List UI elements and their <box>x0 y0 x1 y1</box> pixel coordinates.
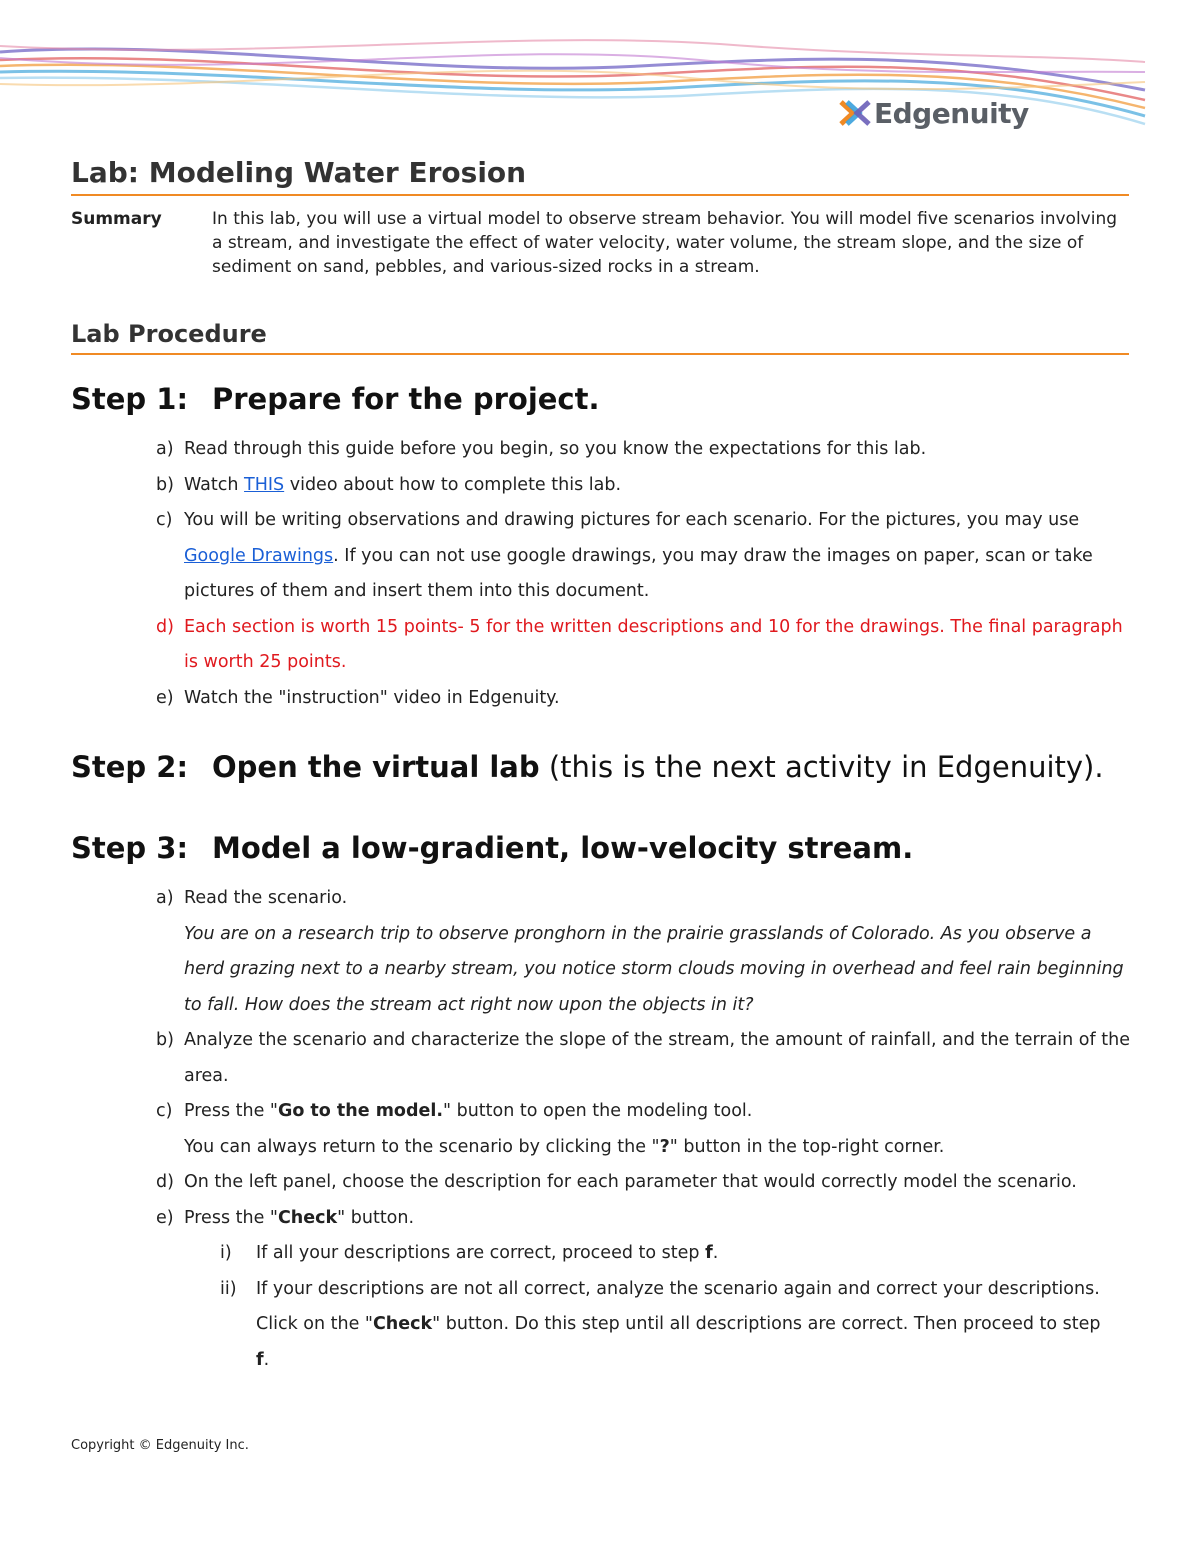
text-fragment: If your descriptions are not all correct, analyze the scenario again and correct your descriptions. Click on the " <box>256 1278 1100 1334</box>
text-fragment: You will be writing observations and drawing pictures for each scenario. For the pictures, you may use <box>184 510 1080 530</box>
list-text <box>256 1272 1106 1379</box>
copyright-footer: Copyright © Edgenuity Inc. <box>71 1438 249 1453</box>
text-fragment: f <box>705 1243 713 1263</box>
step1-list <box>156 432 1134 716</box>
text-fragment: Press the " <box>184 1101 278 1121</box>
step2-number: Step 2: <box>71 750 189 784</box>
list-marker: a) <box>156 888 174 908</box>
procedure-heading: Lab Procedure <box>71 320 1129 355</box>
step2-title: Open the virtual lab <box>212 750 540 784</box>
list-marker: c) <box>156 510 173 530</box>
list-item <box>156 1023 1134 1094</box>
list-text: Watch the "instruction" video in Edgenuity. <box>184 687 560 708</box>
text-fragment: You can always return to the scenario by clicking the " <box>184 1136 660 1157</box>
text-fragment: " button. <box>337 1207 415 1228</box>
list-item <box>156 503 1134 610</box>
list-marker: ii) <box>220 1278 237 1299</box>
help-button-label: ? <box>659 1136 670 1157</box>
list-marker: e) <box>156 687 174 708</box>
google-drawings-link[interactable]: Google Drawings <box>184 545 334 566</box>
sub-list-item <box>220 1236 1134 1272</box>
go-to-model-label: Go to the model. <box>277 1101 443 1121</box>
this-video-link[interactable]: THIS <box>244 474 285 495</box>
text-fragment: " button to open the modeling tool. <box>443 1101 753 1121</box>
logo-wordmark: Edgenuity <box>874 96 1029 130</box>
list-item <box>156 468 1134 504</box>
edgenuity-logo <box>838 96 1029 130</box>
list-marker: a) <box>156 439 174 459</box>
text-fragment: Press the " <box>184 1207 278 1228</box>
list-text <box>184 468 1134 504</box>
sub-list-container <box>220 1236 1134 1378</box>
list-text <box>256 1236 1106 1272</box>
list-text: Analyze the scenario and characterize the slope of the stream, the amount of rainfall, and the terrain of the area. <box>184 1030 1130 1086</box>
step1-title: Prepare for the project. <box>212 382 600 416</box>
step1-number: Step 1: <box>71 382 189 416</box>
summary-text: In this lab, you will use a virtual model to observe stream behavior. You will model five scenarios involving a stream, and investigate the effect of water velocity, water volume, the stream slope, and the size of sediment on sand, pebbles, and various-sized rocks in a stream. <box>212 209 1118 277</box>
text-fragment: If all your descriptions are correct, proceed to step <box>256 1243 706 1263</box>
step3-list <box>156 881 1134 1378</box>
step3-sub-list <box>220 1236 1134 1378</box>
sub-list-item <box>220 1272 1134 1379</box>
check-button-label: Check <box>277 1207 338 1228</box>
list-text: Read through this guide before you begin, so you know the expectations for this lab. <box>184 439 927 459</box>
text-fragment: f <box>256 1349 264 1370</box>
step3-heading <box>71 831 913 865</box>
text-fragment: Read the scenario. <box>184 888 348 908</box>
list-item <box>156 881 1134 1023</box>
list-marker: d) <box>156 616 174 637</box>
scenario-text: You are on a research trip to observe pronghorn in the prairie grasslands of Colorado. As you observe a herd grazing next to a nearby stream, you notice storm clouds moving in overhead and feel rain beginning to fall. How does the stream act right now upon the objects in it? <box>184 923 1124 1015</box>
list-item <box>156 432 1134 468</box>
list-text <box>184 1201 1134 1237</box>
list-text <box>184 503 1134 610</box>
step1-heading <box>71 382 600 416</box>
list-item <box>156 1165 1134 1201</box>
step3-number: Step 3: <box>71 831 189 865</box>
step2-note: (this is the next activity in Edgenuity). <box>539 750 1104 784</box>
text-fragment: Check <box>372 1314 433 1334</box>
list-marker: c) <box>156 1101 173 1121</box>
page-title: Lab: Modeling Water Erosion <box>71 156 1129 196</box>
list-text: Each section is worth 15 points- 5 for the written descriptions and 10 for the drawings. The final paragraph is worth 25 points. <box>184 616 1123 672</box>
text-fragment: . If you can not use google drawings, you may draw the images on paper, scan or take pictures of them and insert them into this document. <box>184 545 1093 601</box>
list-item-points <box>156 610 1134 681</box>
list-marker: i) <box>220 1243 232 1263</box>
summary-label: Summary <box>71 209 162 229</box>
text-fragment: " button. Do this step until all descriptions are correct. Then proceed to step <box>432 1314 1101 1334</box>
list-item <box>156 1201 1134 1237</box>
edgenuity-x-icon <box>838 96 872 130</box>
step3-title: Model a low-gradient, low-velocity stream. <box>212 831 914 865</box>
step2-heading <box>71 750 1104 784</box>
list-text <box>184 881 1134 1023</box>
list-marker: d) <box>156 1172 174 1192</box>
list-item <box>156 681 1134 717</box>
text-fragment: Watch <box>184 474 245 495</box>
text-fragment: video about how to complete this lab. <box>284 474 622 495</box>
list-marker: e) <box>156 1207 174 1228</box>
text-fragment: . <box>263 1349 270 1370</box>
list-text <box>184 1094 1134 1165</box>
text-fragment: " button in the top-right corner. <box>669 1136 945 1157</box>
list-text: On the left panel, choose the description for each parameter that would correctly model the scenario. <box>184 1172 1077 1192</box>
list-marker: b) <box>156 1030 174 1050</box>
list-item <box>156 1094 1134 1165</box>
text-fragment: . <box>712 1243 719 1263</box>
list-marker: b) <box>156 474 174 495</box>
